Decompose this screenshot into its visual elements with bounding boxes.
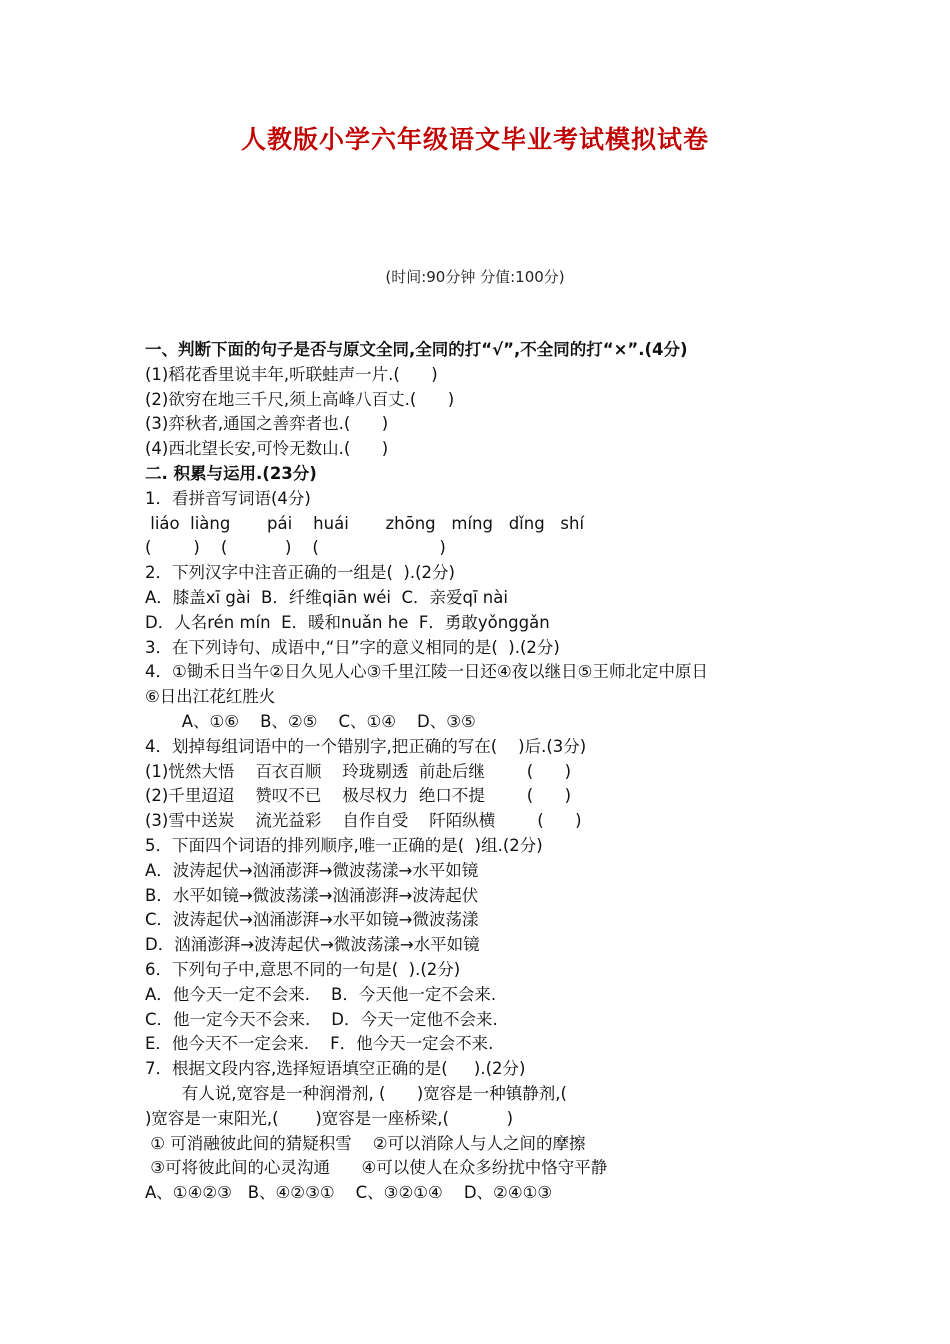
exam-content <box>145 338 825 1206</box>
exam-line: 2．下列汉字中注音正确的一组是( ).(2分) <box>145 563 455 583</box>
exam-line: 有人说,宽容是一种润滑剂, ( )宽容是一种镇静剂,( <box>145 1083 567 1103</box>
exam-line: D．汹涌澎湃→波涛起伏→微波荡漾→水平如镜 <box>145 935 480 955</box>
exam-line: 3．在下列诗句、成语中,“日”字的意义相同的是( ).(2分) <box>145 637 560 657</box>
exam-line: C．他一定今天不会来. D．今天一定他不会来. <box>145 1009 498 1029</box>
exam-line: 4．①锄禾日当午②日久见人心③千里江陵一日还④夜以继日⑤王师北定中原日 <box>145 662 708 682</box>
exam-line: (1)恍然大悟 百衣百顺 玲珑剔透 前赴后继 ( ) <box>145 761 572 781</box>
exam-line: 5．下面四个词语的排列顺序,唯一正确的是( )组.(2分) <box>145 835 543 855</box>
exam-line: C．波涛起伏→汹涌澎湃→水平如镜→微波荡漾 <box>145 910 479 930</box>
exam-line: (4)西北望长安,可怜无数山.( ) <box>145 439 389 459</box>
exam-line: liáo liàng pái huái zhōng míng dǐng shí <box>145 513 585 533</box>
exam-line: 6．下列句子中,意思不同的一句是( ).(2分) <box>145 959 461 979</box>
exam-line: A．膝盖xī gài B．纤维qiān wéi C．亲爱qī nài <box>145 587 508 607</box>
exam-line: B．水平如镜→微波荡漾→汹涌澎湃→波涛起伏 <box>145 885 479 905</box>
exam-line: ( ) ( ) ( ) <box>145 538 446 558</box>
exam-line: A、①⑥ B、②⑤ C、①④ D、③⑤ <box>145 711 476 731</box>
exam-line: (3)弈秋者,通国之善弈者也.( ) <box>145 414 389 434</box>
exam-line: D．人名rén mín E．暖和nuǎn he F．勇敢yǒnggǎn <box>145 612 550 632</box>
exam-line: ③可将彼此间的心灵沟通 ④可以使人在众多纷扰中恪守平静 <box>145 1158 608 1178</box>
exam-line: A．他今天一定不会来. B．今天他一定不会来. <box>145 984 497 1004</box>
section-heading: 一、判断下面的句子是否与原文全同,全同的打“√”,不全同的打“×”.(4分) <box>145 340 688 359</box>
exam-line: 4．划掉每组词语中的一个错别字,把正确的写在( )后.(3分) <box>145 736 587 756</box>
exam-line: (3)雪中送炭 流光益彩 自作自受 阡陌纵横 ( ) <box>145 811 582 831</box>
exam-line: A、①④②③ B、④②③① C、③②①④ D、②④①③ <box>145 1183 553 1203</box>
exam-line: 7．根据文段内容,选择短语填空正确的是( ).(2分) <box>145 1059 526 1079</box>
exam-line: A．波涛起伏→汹涌澎湃→微波荡漾→水平如镜 <box>145 860 479 880</box>
exam-line: (2)欲穷在地三千尺,须上高峰八百丈.( ) <box>145 389 455 409</box>
exam-line: (2)千里迢迢 赞叹不已 极尽权力 绝口不提 ( ) <box>145 786 572 806</box>
exam-line: ① 可消融彼此间的猜疑积雪 ②可以消除人与人之间的摩擦 <box>145 1133 586 1153</box>
exam-meta: (时间:90分钟 分值:100分) <box>385 268 565 286</box>
exam-line: )宽容是一束阳光,( )宽容是一座桥梁,( ) <box>145 1108 514 1128</box>
exam-line: (1)稻花香里说丰年,听联蛙声一片.( ) <box>145 364 438 384</box>
page-title: 人教版小学六年级语文毕业考试模拟试卷 <box>240 125 709 154</box>
exam-line: 1．看拼音写词语(4分) <box>145 488 311 508</box>
exam-line: E．他今天不一定会来. F．他今天一定会不来. <box>145 1034 494 1054</box>
section-heading: 二. 积累与运用.(23分) <box>145 463 317 483</box>
exam-line: ⑥日出江花红胜火 <box>145 687 276 707</box>
